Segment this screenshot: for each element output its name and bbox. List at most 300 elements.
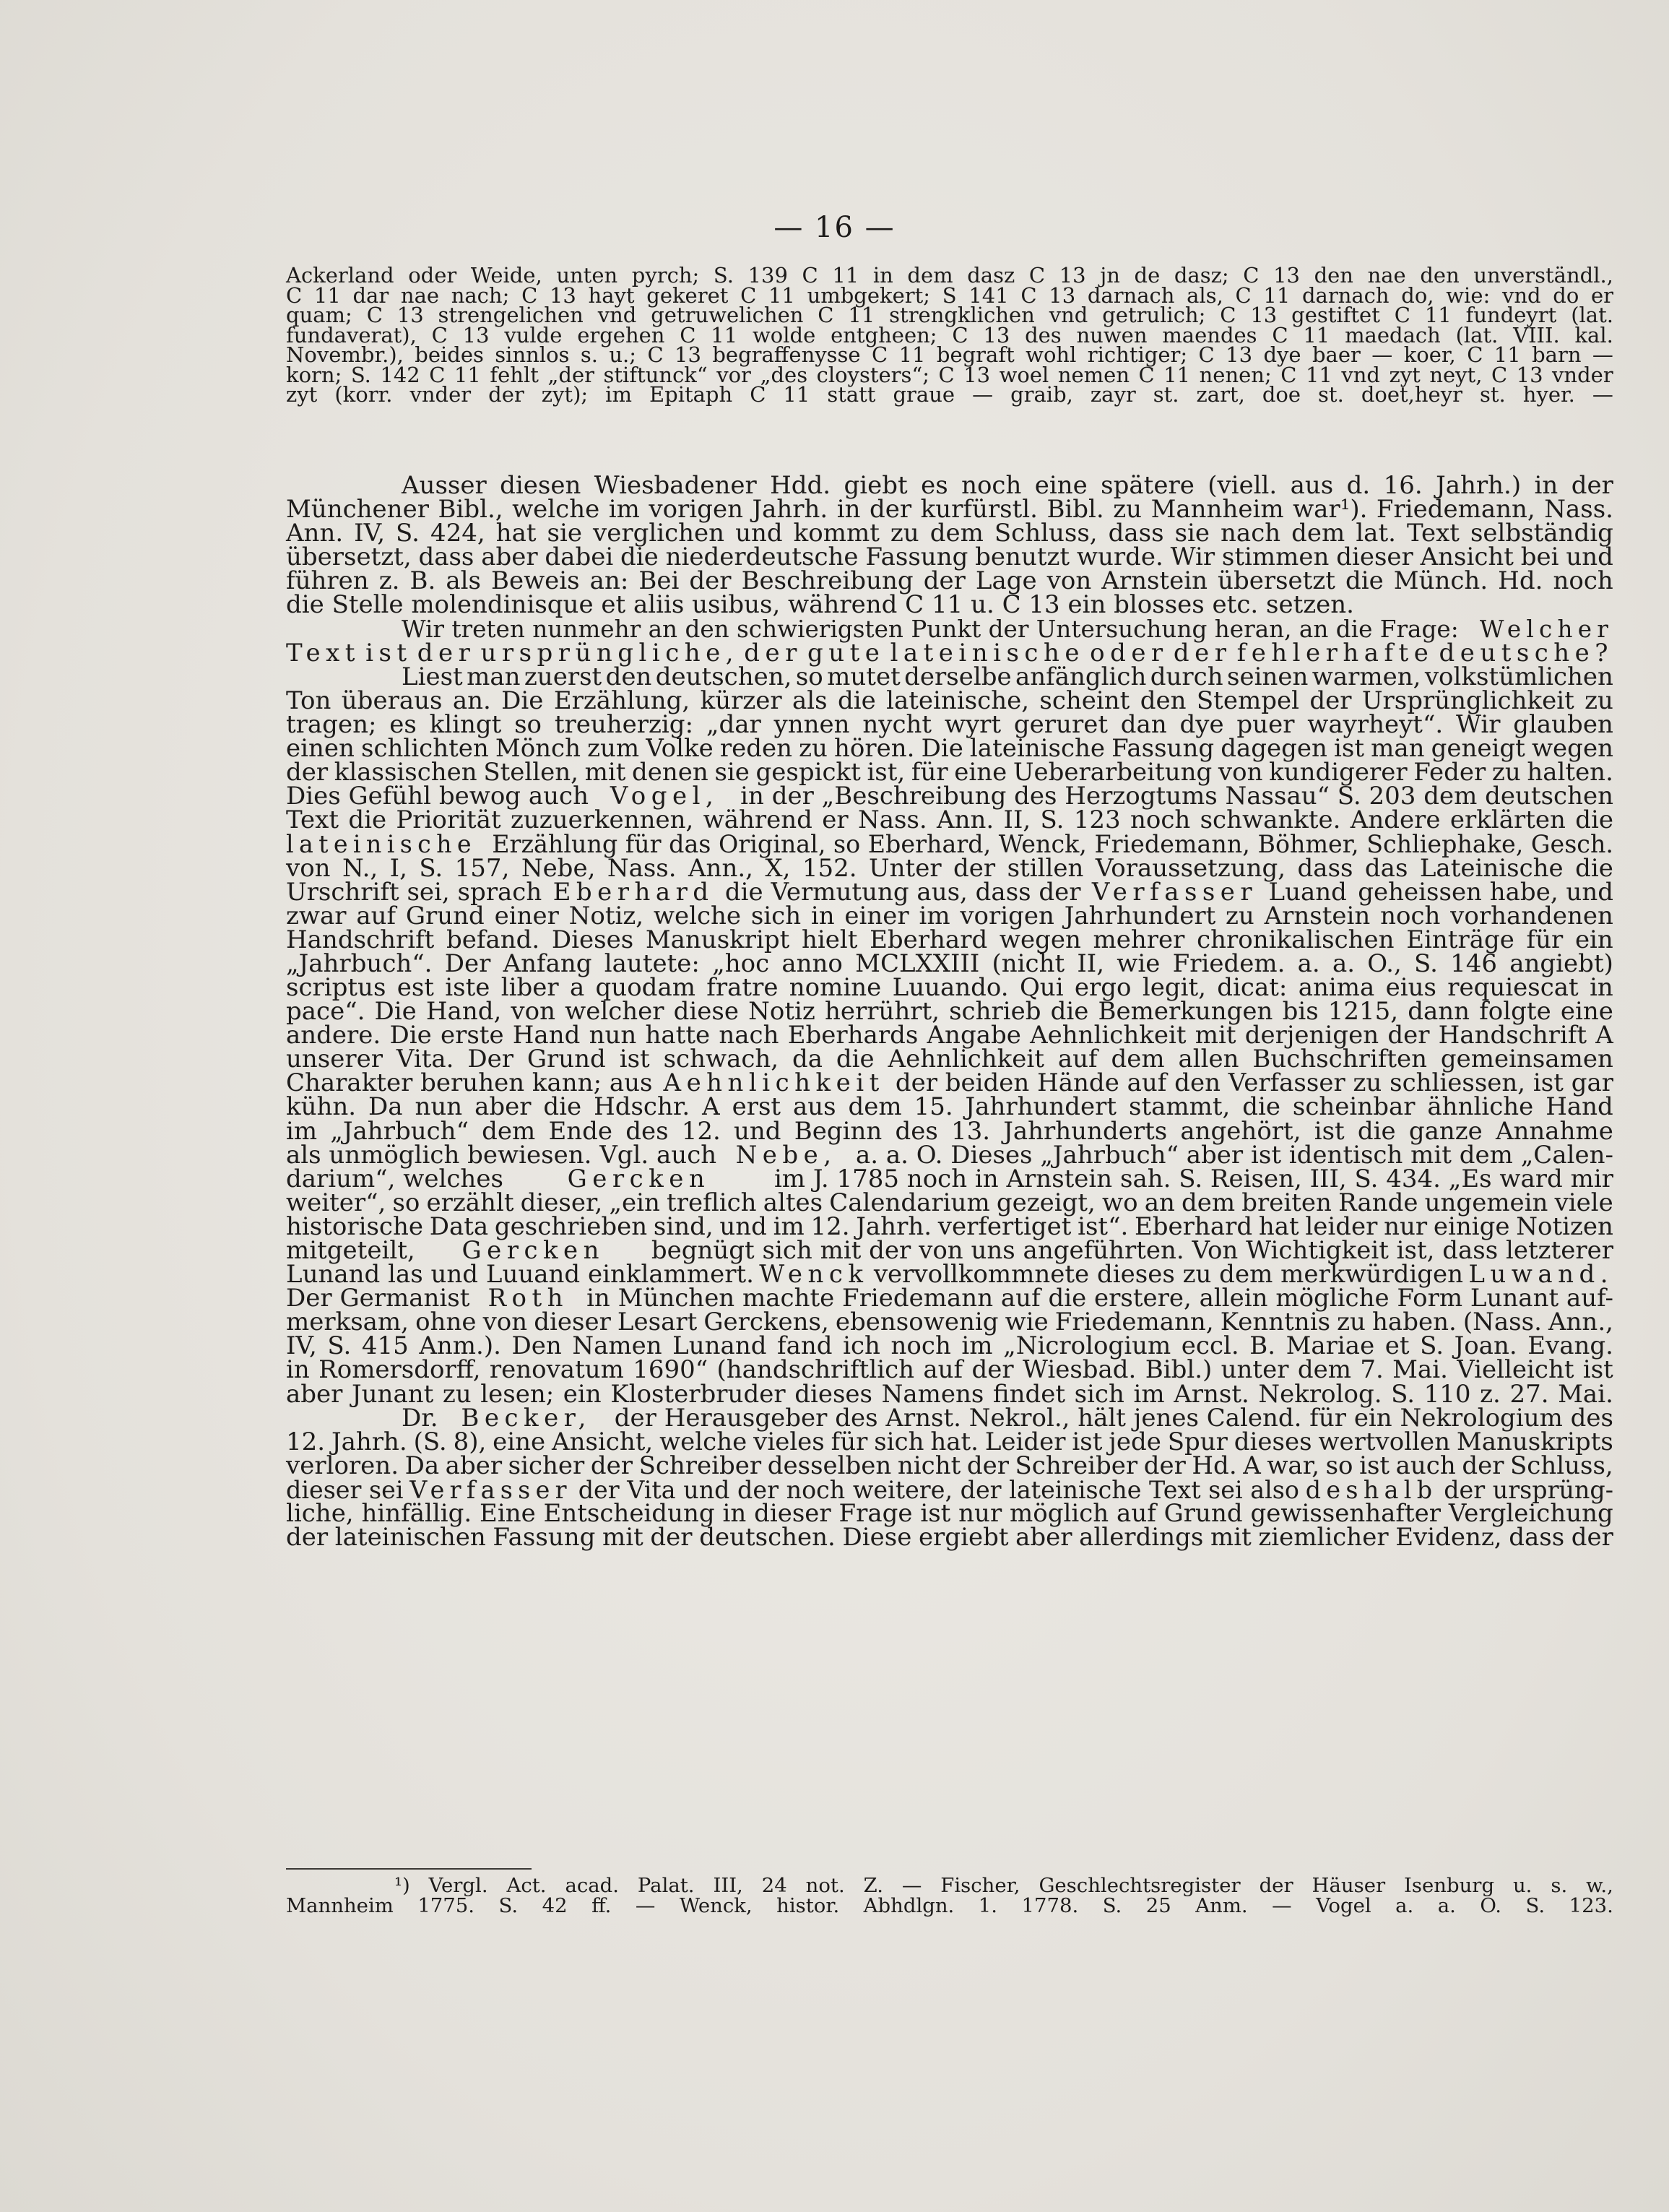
word: sind,	[653, 1211, 714, 1241]
word: Stellen,	[483, 758, 578, 787]
word: Liest	[402, 662, 463, 691]
word: umbgekert;	[807, 282, 931, 308]
word: übersetzt	[1218, 566, 1335, 596]
body-line	[286, 949, 1613, 978]
word: verglichen	[593, 519, 725, 548]
emphasis-text: Gercken	[567, 1164, 711, 1193]
word: IV,	[286, 1331, 317, 1361]
word: erste	[440, 1021, 504, 1050]
word: vnd	[597, 303, 637, 327]
text-run: der ursprüng-	[1444, 1475, 1613, 1504]
word: Luuando.	[892, 972, 1009, 1002]
word: mutet	[827, 662, 901, 691]
word: s.	[1551, 1874, 1568, 1897]
emphasis-text: Nebe,	[735, 1140, 837, 1170]
word: zu	[442, 1379, 472, 1409]
word: herrührt,	[824, 997, 940, 1027]
word: dass	[1108, 519, 1164, 548]
word: ist	[619, 1045, 650, 1074]
word: in	[722, 1499, 747, 1529]
word: eius	[1385, 972, 1436, 1002]
word: der	[417, 638, 476, 668]
word: nae	[400, 282, 440, 308]
word: derselbe	[904, 662, 1012, 691]
word: Weide,	[470, 263, 542, 288]
word: unserer	[286, 1045, 383, 1074]
word: derjenigen	[1244, 1021, 1379, 1050]
emphasis-text: Aehnlichkeit	[663, 1068, 885, 1098]
word: S.	[350, 362, 371, 387]
text-run: die Vermutung aus, dass der	[724, 877, 1081, 907]
word: Schreiber	[638, 1451, 762, 1480]
word: zyt	[286, 382, 318, 407]
word: zu	[890, 519, 919, 548]
word: sich	[750, 901, 802, 930]
word: st.	[1318, 382, 1344, 407]
word: der	[1387, 1021, 1430, 1050]
word: aus	[792, 1092, 836, 1122]
word: 13	[549, 282, 576, 308]
word: ohne	[415, 1308, 477, 1337]
body-line	[286, 1092, 1613, 1122]
word: begraffenysse	[712, 342, 861, 367]
word: dem	[1181, 1188, 1236, 1217]
word: mit	[602, 1523, 643, 1552]
word: schlichten	[361, 734, 489, 764]
word: lateinischen	[334, 1523, 486, 1552]
word: aber	[1015, 1523, 1072, 1552]
text-run: Lunand las und Luuand einklammert.	[286, 1260, 754, 1289]
word: 11	[768, 282, 795, 308]
word: 11	[1494, 342, 1521, 367]
word: beides	[415, 342, 484, 367]
word: aber	[481, 543, 538, 572]
word: st.	[1153, 382, 1179, 407]
word: 424,	[430, 519, 485, 548]
word: Hd.	[1192, 1451, 1237, 1480]
word: diese	[673, 997, 740, 1027]
word: Unter	[869, 853, 942, 883]
word: dem	[1297, 1355, 1351, 1385]
word: 25	[1145, 1894, 1171, 1917]
word: „des	[760, 362, 808, 387]
word: Wir	[1170, 543, 1215, 572]
word: 24	[761, 1874, 787, 1897]
word: C	[1220, 303, 1236, 327]
word: vnd	[1049, 303, 1088, 327]
word: der	[488, 382, 524, 407]
word: bis	[1282, 997, 1319, 1027]
word: pyrch;	[631, 263, 700, 288]
word: stillen	[1007, 853, 1084, 883]
word: C	[1272, 322, 1288, 347]
variant-notes-block	[286, 263, 1613, 407]
word: deutschen,	[655, 662, 792, 691]
word: dagegen	[1221, 734, 1327, 764]
word: auch	[1395, 1451, 1456, 1480]
word: die	[1345, 566, 1384, 596]
word: Mariae	[1286, 1331, 1375, 1361]
word: A	[702, 1092, 720, 1122]
word: wo	[1101, 1188, 1138, 1217]
word: einige	[1433, 1211, 1510, 1241]
word: Rande	[1338, 1188, 1418, 1217]
word: hat	[495, 519, 537, 548]
word: —	[1272, 1894, 1292, 1917]
word: gemeinsamen	[1440, 1045, 1613, 1074]
word: 123	[1073, 805, 1121, 835]
text-run: begnügt sich mit der von uns angeführten. Von Wichtigkeit ist, dass letzterer	[651, 1236, 1613, 1265]
word: zu	[799, 734, 828, 764]
word: Ansicht,	[552, 1427, 654, 1456]
word: jn	[1100, 263, 1120, 288]
word: ebensowenig	[835, 1308, 999, 1337]
word: fehlt	[490, 362, 539, 387]
word: ganze	[1408, 1116, 1483, 1146]
word: Gerckens,	[703, 1308, 829, 1337]
text-run: geheissen habe, und	[1358, 877, 1613, 907]
word: vnder	[409, 382, 472, 407]
word: schwach,	[663, 1045, 779, 1074]
word: an	[1144, 1188, 1175, 1217]
word: Spur	[1167, 1427, 1228, 1456]
body-line	[286, 853, 1613, 883]
word: Anm.	[1195, 1894, 1248, 1917]
word: Hdd.	[770, 471, 831, 500]
word: nycht	[862, 709, 932, 739]
word: Eberhard	[870, 925, 988, 954]
word: anima	[1298, 972, 1375, 1002]
word: Vielleicht	[1457, 1355, 1574, 1385]
word: für	[1526, 925, 1564, 954]
word: warmen,	[1312, 662, 1421, 691]
word: sie	[714, 758, 750, 787]
word: Entscheidung	[543, 1499, 715, 1529]
word: C	[647, 342, 664, 367]
word: im	[919, 901, 950, 930]
word: ungemein	[1424, 1188, 1548, 1217]
word: quodam	[595, 972, 695, 1002]
word: Eberhard	[1134, 1211, 1253, 1241]
word: Aehnlichkeit	[1030, 1021, 1187, 1050]
word: noch	[961, 471, 1022, 500]
word: O.,	[1367, 949, 1402, 978]
word: der	[744, 638, 802, 668]
word: koer,	[1403, 342, 1456, 367]
word: er	[1590, 282, 1613, 308]
word: Voraussetzung,	[1095, 853, 1286, 883]
word: im	[1133, 1379, 1165, 1409]
word: Geschlechtsregister	[1039, 1874, 1241, 1897]
word: nun	[415, 1092, 463, 1122]
word: kürzer	[700, 686, 782, 715]
word: doe	[1262, 382, 1301, 407]
word: C	[1243, 263, 1260, 288]
word: Isenburg	[1404, 1874, 1495, 1897]
word: zart,	[1196, 382, 1245, 407]
word: 415	[361, 1331, 409, 1361]
word: C	[366, 303, 383, 327]
word: 146	[1450, 949, 1498, 978]
word: Münchener	[286, 495, 429, 524]
word: (korr.	[334, 382, 393, 407]
word: der	[966, 1451, 1009, 1480]
word: die	[1242, 1092, 1281, 1122]
word: C	[1467, 342, 1483, 367]
word: Eine	[480, 1499, 536, 1529]
word: a.	[1395, 1894, 1414, 1917]
word: die	[1575, 853, 1613, 883]
word: eine	[1034, 471, 1088, 500]
word: Calendarium	[829, 1188, 990, 1217]
word: sich	[1074, 1379, 1124, 1409]
word: nur	[958, 1499, 1002, 1529]
word: das	[1364, 853, 1408, 883]
word: die	[837, 686, 876, 715]
word: barn	[1532, 342, 1582, 367]
word: den	[605, 662, 652, 691]
word: merksam,	[286, 1308, 409, 1337]
word: wolde	[752, 322, 816, 347]
word: einer	[494, 901, 559, 930]
word: im	[773, 1211, 805, 1241]
word: niederdeutsche	[665, 543, 859, 572]
word: der	[689, 566, 732, 596]
body-line	[286, 1403, 1613, 1433]
word: aus	[1290, 471, 1334, 500]
word: est	[396, 972, 434, 1002]
word: chronikalischen	[1197, 925, 1395, 954]
word: so	[514, 709, 542, 739]
word: Mannheim	[286, 1894, 394, 1917]
word: er	[822, 805, 849, 835]
word: stiftunck“	[603, 362, 708, 387]
word: noch	[1130, 805, 1191, 835]
word: S.	[1413, 949, 1438, 978]
word: 11	[848, 303, 875, 327]
word: Notizen	[1516, 1211, 1613, 1241]
word: woel	[999, 362, 1049, 387]
word: zuzuerkennen,	[510, 805, 694, 835]
word: Beweis	[490, 566, 580, 596]
word: Ueberarbeitung	[1013, 758, 1213, 787]
word: —	[1371, 342, 1393, 367]
word: geruret	[1013, 709, 1108, 739]
word: puer	[1236, 709, 1295, 739]
word: requiescat	[1447, 972, 1579, 1002]
word: Ausser	[402, 471, 487, 500]
word: Handschrift	[1438, 1021, 1587, 1050]
word: (lat.	[1455, 322, 1499, 347]
word: Vita.	[396, 1045, 454, 1074]
word: dieser,	[520, 1188, 603, 1217]
word: breiten	[1241, 1188, 1332, 1217]
word: legit,	[1142, 972, 1206, 1002]
word: Nass.	[857, 805, 927, 835]
word: quam;	[286, 303, 352, 327]
body-text	[286, 471, 1613, 1552]
word: zu	[1337, 1308, 1366, 1337]
text-run: Der Germanist	[286, 1284, 470, 1313]
word: neyt,	[1429, 362, 1483, 387]
word: Einträge	[1406, 925, 1514, 954]
emphasis-text: Luwand.	[1468, 1260, 1613, 1289]
word: Volke	[646, 734, 714, 764]
word: andere.	[286, 1021, 381, 1050]
notes-line	[286, 382, 1613, 407]
word: schwankte.	[1200, 805, 1341, 835]
body-line: die Stelle molendinisque et aliis usibus, während C 11 u. C 13 ein blosses etc. setzen.	[286, 590, 1354, 620]
word: Ton	[286, 686, 331, 715]
word: korn;	[286, 362, 342, 387]
word: de	[1134, 263, 1161, 288]
word: Joan.	[1454, 1331, 1517, 1361]
word: A	[1595, 1021, 1613, 1050]
word: tragen;	[286, 709, 377, 739]
word: auf	[356, 901, 396, 930]
word: geschrieben	[494, 1211, 648, 1241]
word: angiebt)	[1509, 949, 1613, 978]
word: deutschen.	[699, 1523, 836, 1552]
word: Lunand	[672, 1331, 767, 1361]
word: dass	[418, 543, 474, 572]
word: nicht	[897, 1451, 961, 1480]
word: für	[831, 1427, 868, 1456]
text-run: in der „Beschreibung des Herzogtums Nassau“ S. 203 dem deutschen	[740, 782, 1613, 811]
word: 16.	[1383, 471, 1423, 500]
word: (viell.	[1208, 471, 1278, 500]
word: B.	[1249, 1331, 1276, 1361]
word: hielt	[801, 925, 858, 954]
word: Ann.	[286, 519, 344, 548]
word: Wiesbadener	[594, 471, 757, 500]
word: Diese	[842, 1523, 912, 1552]
word: ähnliche	[1427, 1092, 1534, 1122]
word: „Nicrologium	[1003, 1331, 1171, 1361]
word: fehlerhafte	[1236, 638, 1434, 668]
word: nomine	[789, 972, 882, 1002]
text-run: im J. 1785 noch in Arnstein sah. S. Reisen, III, S. 434. „Es ward mir	[773, 1164, 1613, 1193]
body-line	[286, 1451, 1613, 1480]
word: Palat.	[637, 1874, 695, 1897]
word: aber	[474, 1092, 532, 1122]
word: Notiz	[748, 997, 815, 1027]
word: eine	[493, 1427, 546, 1456]
word: Junant	[352, 1379, 434, 1409]
word: vorhandenen	[1450, 901, 1613, 930]
word: u.;	[609, 342, 637, 367]
word: Lateinische	[1419, 853, 1564, 883]
word: S.	[713, 263, 734, 288]
word: Anm.).	[419, 1331, 501, 1361]
word: nach	[719, 1021, 779, 1050]
word: und	[735, 519, 783, 548]
body-line	[286, 1188, 1613, 1217]
word: dasz;	[1174, 263, 1229, 288]
word: Grund	[1163, 1499, 1243, 1529]
word: C	[1020, 282, 1037, 308]
word: findet	[992, 1379, 1066, 1409]
word: der	[650, 1523, 693, 1552]
word: Mai.	[1558, 1379, 1613, 1409]
word: II,	[1077, 949, 1105, 978]
word: altes	[763, 1188, 823, 1217]
word: Nebe,	[521, 853, 596, 883]
word: (S.	[413, 1427, 447, 1456]
word: Beschreibung	[741, 566, 914, 596]
word: st.	[1479, 382, 1506, 407]
word: zwar	[286, 901, 347, 930]
word: der	[590, 1451, 633, 1480]
word: Hand	[1546, 1092, 1613, 1122]
word: Wenck,	[679, 1894, 753, 1917]
word: jede	[1109, 1427, 1161, 1456]
word: vnd	[1501, 282, 1541, 308]
word: 11	[711, 322, 738, 347]
word: 1690“	[633, 1355, 708, 1385]
word: 13	[963, 362, 991, 387]
word: als,	[1187, 282, 1223, 308]
word: Arnstein	[1101, 566, 1208, 596]
body-line	[286, 901, 1613, 930]
word: lateinische	[890, 638, 1085, 668]
word: der	[971, 1355, 1014, 1385]
word: der	[1462, 1451, 1504, 1480]
word: den	[1420, 263, 1460, 288]
word: 12.	[286, 1427, 326, 1456]
word: im	[286, 1116, 318, 1146]
word: Ursprünglichkeit	[1361, 686, 1574, 715]
word: Schluss,	[1510, 1451, 1613, 1480]
word: C	[871, 342, 888, 367]
word: benutzt	[975, 543, 1070, 572]
body-line	[286, 662, 1613, 691]
word: 13	[1226, 342, 1253, 367]
word: des	[895, 1116, 938, 1146]
word: der	[286, 758, 329, 787]
word: welche	[653, 901, 742, 930]
word: nach	[1221, 519, 1281, 548]
word: war¹).	[1293, 495, 1368, 524]
word: Münch.	[1393, 566, 1488, 596]
word: 13	[1059, 263, 1086, 288]
word: S.	[1420, 1331, 1444, 1361]
word: überaus	[341, 686, 443, 715]
word: Kenntnis	[1220, 1308, 1331, 1337]
word: befand.	[446, 925, 540, 954]
word: Hand	[512, 1021, 581, 1050]
text-run: mitgeteilt,	[286, 1236, 415, 1265]
word: wie	[1005, 1308, 1049, 1337]
text-run: Erzählung für das Original, so Eberhard, Wenck, Friedemann, Böhmer, Schliephake, Gesch.	[492, 830, 1613, 859]
word: III,	[713, 1874, 743, 1897]
word: dieser	[534, 1308, 611, 1337]
word: Hd.	[1498, 566, 1543, 596]
word: hinfällig.	[361, 1499, 472, 1529]
word: geneigt	[1431, 734, 1525, 764]
word: dass	[1509, 1523, 1565, 1552]
word: noch	[1380, 901, 1441, 930]
word: wayrheyt“.	[1307, 709, 1444, 739]
word: Handschrift	[286, 925, 435, 954]
word: C	[680, 322, 696, 347]
word: Da	[404, 1451, 440, 1480]
word: auf	[1117, 1499, 1156, 1529]
word: Mai.	[1392, 1355, 1448, 1385]
word: 152.	[802, 853, 857, 883]
word: Ende	[548, 1116, 613, 1146]
word: im	[961, 1331, 993, 1361]
